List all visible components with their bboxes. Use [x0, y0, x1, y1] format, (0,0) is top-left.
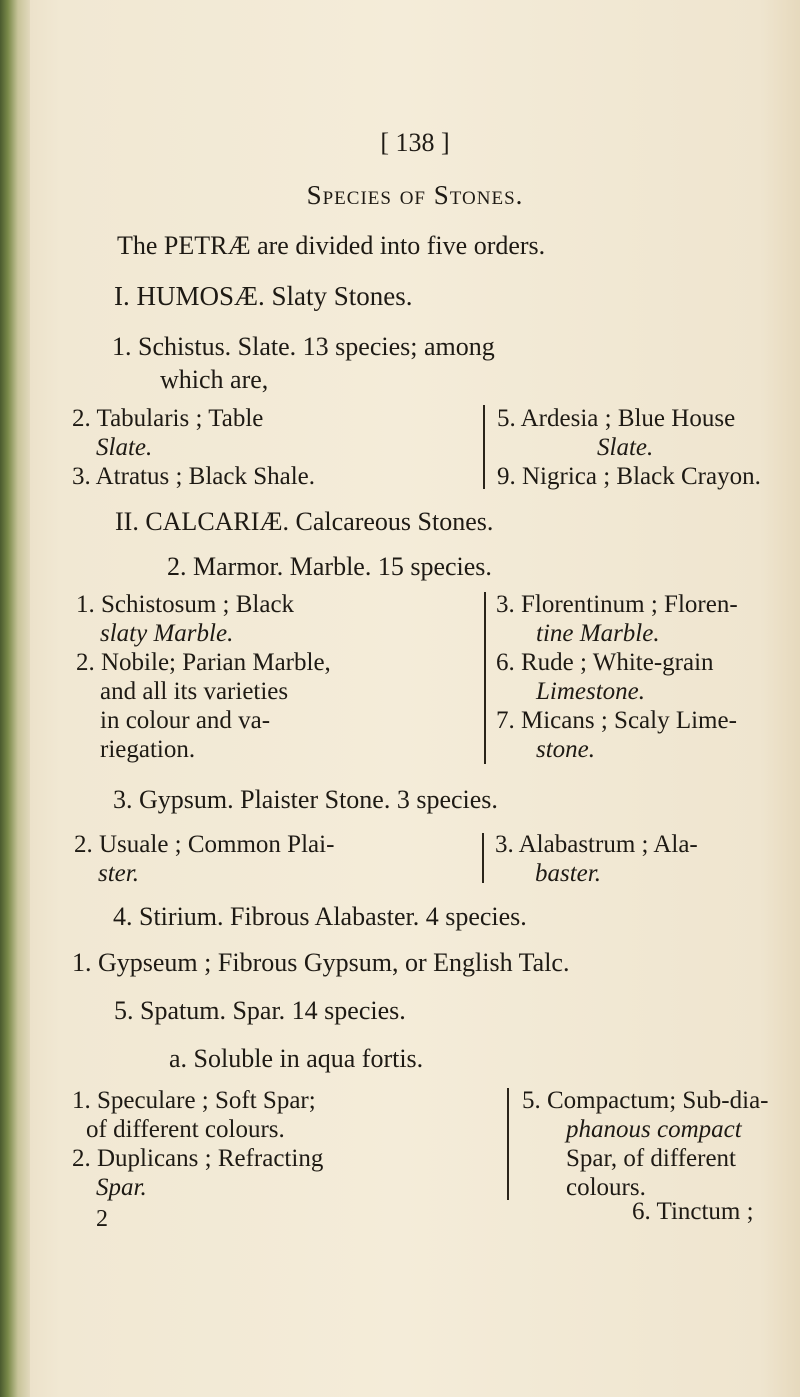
page-title: Species of Stones.: [306, 180, 524, 210]
marble-nobile-cont3: riegation.: [100, 736, 196, 763]
marble-rude: 6. Rude ; White-grain: [496, 649, 714, 676]
spar-compactum: 5. Compactum; Sub-dia-: [522, 1087, 769, 1114]
spar-speculare: 1. Speculare ; Soft Spar;: [72, 1087, 316, 1114]
spar-compactum-cont2: Spar, of different: [566, 1145, 737, 1172]
spar-left-column: [72, 1086, 472, 1202]
species-atratus: 3. Atratus ; Black Shale.: [72, 463, 316, 490]
spar-speculare-cont: of different colours.: [86, 1116, 285, 1143]
genus4-line: 4. Stirium. Fibrous Alabaster. 4 species.: [113, 902, 527, 931]
marble-florentinum-cont: tine Marble.: [536, 620, 660, 647]
column-divider: [507, 1088, 509, 1200]
gypsum-alabastrum-cont: baster.: [535, 860, 601, 887]
genus1-line: 1. Schistus. Slate. 13 species; among: [112, 332, 495, 361]
gypsum-usuale-cont: ster.: [98, 860, 139, 887]
spar-compactum-cont3: colours.: [566, 1174, 646, 1201]
species-tabularis: 2. Tabularis ; Table: [72, 405, 264, 432]
order1-left-column: [72, 404, 472, 491]
species-nigrica: 9. Nigrica ; Black Crayon.: [497, 463, 761, 490]
marble-nobile-cont1: and all its varieties: [100, 678, 289, 705]
marble-micans-cont: stone.: [536, 736, 596, 763]
binding-gutter: [0, 0, 30, 1397]
marble-florentinum: 3. Florentinum ; Floren-: [496, 591, 738, 618]
species-ardesia-cont: Slate.: [597, 434, 654, 461]
marble-schistosum: 1. Schistosum ; Black: [76, 591, 295, 618]
spar-duplicans-cont: Spar.: [96, 1174, 147, 1201]
column-divider: [482, 833, 484, 883]
genus3-line: 3. Gypsum. Plaister Stone. 3 species.: [113, 785, 498, 814]
catchword-right: 6. Tinctum ;: [632, 1198, 754, 1225]
marble-micans: 7. Micans ; Scaly Lime-: [496, 707, 737, 734]
genus5-line: 5. Spatum. Spar. 14 species.: [114, 996, 406, 1025]
species-ardesia: 5. Ardesia ; Blue House: [497, 405, 736, 432]
order2-heading: II. CALCARIÆ. Calcareous Stones.: [115, 507, 494, 536]
marble-schistosum-cont: slaty Marble.: [100, 620, 234, 647]
gypsum-usuale: 2. Usuale ; Common Plai-: [74, 831, 335, 858]
species-tabularis-cont: Slate.: [96, 434, 153, 461]
gypsum-right-column: [495, 830, 785, 888]
catchword-left: 2: [96, 1206, 108, 1232]
marble-nobile-cont2: in colour and va-: [100, 707, 271, 734]
order1-heading: I. HUMOSÆ. Slaty Stones.: [114, 281, 413, 311]
page-number: [ 138 ]: [380, 128, 450, 157]
gypsum-left-column: [74, 830, 474, 888]
order2-left-column: [76, 590, 476, 764]
intro-text: The PETRÆ are divided into five orders.: [117, 231, 546, 260]
marble-rude-cont: Limestone.: [536, 678, 646, 705]
order1-right-column: [497, 404, 787, 491]
column-divider: [483, 405, 485, 489]
order2-right-column: [496, 590, 786, 764]
genus4-item: 1. Gypseum ; Fibrous Gypsum, or English Talc.: [72, 948, 570, 977]
genus1-continuation: which are,: [160, 365, 269, 394]
sub-a-line: a. Soluble in aqua fortis.: [169, 1044, 424, 1073]
marble-nobile: 2. Nobile; Parian Marble,: [76, 649, 331, 676]
gypsum-alabastrum: 3. Alabastrum ; Ala-: [495, 831, 698, 858]
spar-compactum-cont1: phanous compact: [566, 1116, 742, 1143]
spar-right-column: [522, 1086, 792, 1202]
spar-duplicans: 2. Duplicans ; Refracting: [72, 1145, 324, 1172]
genus2-line: 2. Marmor. Marble. 15 species.: [167, 552, 492, 581]
column-divider: [484, 592, 486, 764]
